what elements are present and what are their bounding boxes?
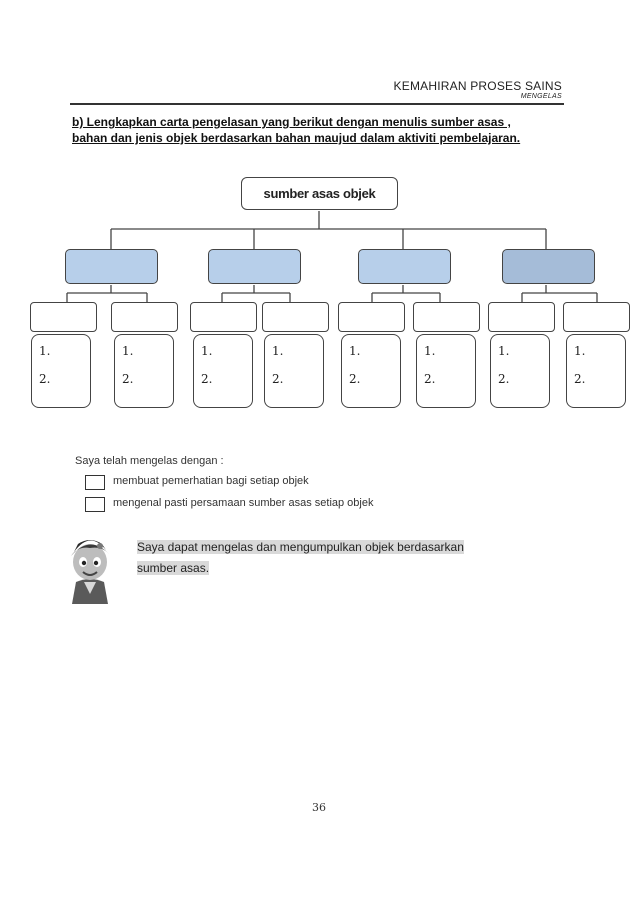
- checkbox-observation[interactable]: [85, 475, 105, 490]
- subcategory-box[interactable]: [111, 302, 178, 332]
- root-node: sumber asas objek: [241, 177, 398, 210]
- item-box[interactable]: [31, 334, 91, 408]
- item-number-2: 2.: [201, 372, 213, 386]
- header-subtitle: MENGELAS: [520, 93, 562, 100]
- checklist-option-1: membuat pemerhatian bagi setiap objek: [113, 475, 309, 487]
- subcategory-box[interactable]: [488, 302, 555, 332]
- checklist-option-2: mengenal pasti persamaan sumber asas setiap objek: [113, 497, 374, 509]
- item-box[interactable]: [341, 334, 401, 408]
- item-box[interactable]: [264, 334, 324, 408]
- category-box-4[interactable]: [502, 249, 595, 284]
- item-number-1: 1.: [498, 344, 510, 358]
- checklist-intro: Saya telah mengelas dengan :: [75, 455, 224, 467]
- item-box[interactable]: [490, 334, 550, 408]
- cartoon-boy-icon: [62, 532, 118, 606]
- item-box[interactable]: [193, 334, 253, 408]
- item-number-1: 1.: [201, 344, 213, 358]
- item-number-2: 2.: [272, 372, 284, 386]
- subcategory-box[interactable]: [262, 302, 329, 332]
- item-box[interactable]: [416, 334, 476, 408]
- item-number-2: 2.: [39, 372, 51, 386]
- instruction-line-2: bahan dan jenis objek berdasarkan bahan maujud dalam aktiviti pembelajaran.: [72, 131, 521, 145]
- item-number-2: 2.: [574, 372, 586, 386]
- category-box-2[interactable]: [208, 249, 301, 284]
- subcategory-box[interactable]: [563, 302, 630, 332]
- reflection-statement: [137, 537, 562, 579]
- subcategory-box[interactable]: [190, 302, 257, 332]
- item-number-1: 1.: [272, 344, 284, 358]
- checkbox-similarity[interactable]: [85, 497, 105, 512]
- reflection-line-1: Saya dapat mengelas dan mengumpulkan objek berdasarkan: [137, 540, 464, 554]
- item-number-2: 2.: [122, 372, 134, 386]
- item-number-1: 1.: [574, 344, 586, 358]
- item-number-1: 1.: [122, 344, 134, 358]
- item-number-1: 1.: [39, 344, 51, 358]
- item-number-1: 1.: [424, 344, 436, 358]
- page-number: 36: [312, 801, 326, 814]
- subcategory-box[interactable]: [338, 302, 405, 332]
- subcategory-box[interactable]: [413, 302, 480, 332]
- subcategory-box[interactable]: [30, 302, 97, 332]
- item-box[interactable]: [566, 334, 626, 408]
- category-box-1[interactable]: [65, 249, 158, 284]
- item-number-2: 2.: [498, 372, 510, 386]
- item-number-2: 2.: [349, 372, 361, 386]
- instruction-line-1: b) Lengkapkan carta pengelasan yang berikut dengan menulis sumber asas ,: [72, 115, 511, 129]
- reflection-line-2: sumber asas.: [137, 561, 210, 575]
- item-box[interactable]: [114, 334, 174, 408]
- item-number-1: 1.: [349, 344, 361, 358]
- category-box-3[interactable]: [358, 249, 451, 284]
- header-title: KEMAHIRAN PROSES SAINS: [393, 79, 562, 93]
- item-number-2: 2.: [424, 372, 436, 386]
